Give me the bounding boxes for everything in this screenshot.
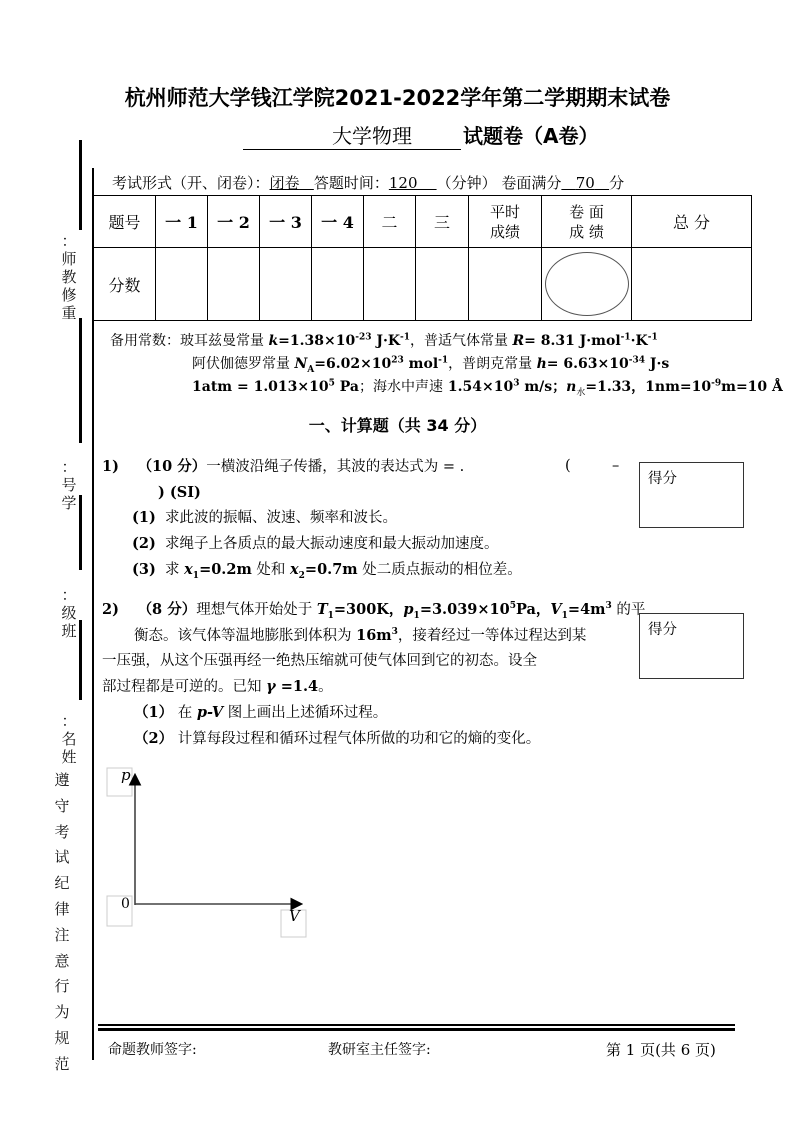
row-header-score: 分数 bbox=[94, 248, 156, 321]
score-cell-total[interactable] bbox=[632, 248, 752, 321]
footer-divider bbox=[98, 1024, 735, 1026]
subject-line bbox=[243, 120, 598, 150]
constants-block bbox=[110, 330, 783, 399]
sub-question: （1） 在 p-V 图上画出上述循环过程。 bbox=[134, 704, 388, 721]
exam-time: 120 bbox=[388, 174, 418, 192]
row-header-question: 题号 bbox=[94, 196, 156, 248]
exam-title: 杭州师范大学钱江学院2021-2022学年第二学期期末试卷 bbox=[124, 86, 671, 110]
col-header-regular-score: 平时 成绩 bbox=[469, 196, 542, 248]
exam-format: 闭卷 bbox=[269, 174, 300, 192]
score-cell[interactable] bbox=[156, 248, 208, 321]
score-table bbox=[93, 195, 752, 321]
question-1: 1) （10 分）一横波沿绳子传播，其波的表达式为 = . ( – ) (SI) (1) 求此波的振幅、波速、频率和波长。 (2) 求绳子上各质点的最大振动速度和最大振动加速度。 (3) 求 $x_1=0.2m$ 处和 $x_2=0.7m$ 处二质点振动的相位差。 bbox=[102, 454, 632, 583]
score-box-q1[interactable]: 得分 bbox=[639, 462, 744, 528]
paper-type: 试题卷（A卷） bbox=[463, 124, 599, 148]
col-header: 一 3 bbox=[260, 196, 312, 248]
sub-question: (2) 求绳子上各质点的最大振动速度和最大振动加速度。 bbox=[132, 535, 499, 552]
score-cell-paper[interactable] bbox=[542, 248, 632, 321]
col-header: 二 bbox=[364, 196, 416, 248]
score-cell[interactable] bbox=[364, 248, 416, 321]
origin-label: 0 bbox=[121, 896, 130, 912]
score-cell[interactable] bbox=[312, 248, 364, 321]
col-header: 一 1 bbox=[156, 196, 208, 248]
sub-question: (3) 求 $x_1=0.2m$ 处和 $x_2=0.7m$ 处二质点振动的相位差。 bbox=[132, 561, 522, 581]
side-label-name: ：名姓 bbox=[61, 712, 77, 766]
score-cell[interactable] bbox=[260, 248, 312, 321]
sub-question: （2） 计算每段过程和循环过程气体所做的功和它的熵的变化。 bbox=[134, 730, 541, 747]
side-label-student-id: ：号学 bbox=[61, 458, 77, 512]
col-header-paper-score: 卷 面 成 绩 bbox=[542, 196, 632, 248]
pv-axes bbox=[100, 762, 320, 947]
side-label-teacher: ：师教修重 bbox=[61, 232, 77, 322]
question-number: 1) bbox=[102, 458, 119, 475]
question-2: 2) （8 分）理想气体开始处于 $T_1=300K$，$p_1=3.039\times 10^5Pa$，$V_1=4m^3$ 的平 衡态。该气体等温地膨胀到体积为 $16m^3$，接着经过一等体过程达到某 一压强，从这个压强再经一绝热压缩就可使气体回到它的初态。设全 部过程都是可逆的。已知 γ =1.4。 （1） 在 p-V 图上画出上述循环过程。 （2） 计算每段过程和循环过程气体所做的功和它的熵的变化。 bbox=[102, 597, 632, 752]
question-number: 2) bbox=[102, 601, 119, 618]
setter-signature: 命题教师签字: bbox=[108, 1042, 197, 1058]
side-label-class: ：级班 bbox=[61, 586, 77, 640]
sub-question: (1) 求此波的振幅、波速、频率和波长。 bbox=[132, 509, 398, 526]
score-ellipse bbox=[545, 252, 629, 316]
director-signature: 教研室主任签字: bbox=[328, 1042, 431, 1058]
exam-info: 考试形式（开、闭卷）：闭卷 答题时间：120 （分钟） 卷面满分 70 分 bbox=[112, 174, 625, 192]
page-number: 第 1 页(共 6 页) bbox=[606, 1041, 716, 1059]
col-header-total: 总 分 bbox=[632, 196, 752, 248]
p-axis-label: p bbox=[121, 766, 131, 784]
v-axis-label: V bbox=[289, 907, 300, 925]
binding-line bbox=[79, 140, 82, 230]
score-cell[interactable] bbox=[208, 248, 260, 321]
col-header: 三 bbox=[416, 196, 469, 248]
score-box-q2[interactable]: 得分 bbox=[639, 613, 744, 679]
full-score: 70 bbox=[575, 174, 595, 192]
side-discipline-text: 遵 守 考 试 纪 律 注 意 行 为 规 范 bbox=[54, 771, 70, 1073]
section-heading: 一、计算题（共 34 分） bbox=[308, 416, 487, 435]
constants-row-2: 阿伏伽德罗常量 $N_A=6.02\times 10^{23}$ mol$^{-1}$，普朗克常量 $h= 6.63\times 10^{-34}$ J·s bbox=[192, 355, 670, 375]
score-table-header-row bbox=[94, 196, 752, 248]
score-cell[interactable] bbox=[416, 248, 469, 321]
score-cell[interactable] bbox=[469, 248, 542, 321]
subject-name: 大学物理 bbox=[243, 120, 461, 150]
constants-row-3: $1atm = 1.013\times 10^5$ Pa；海水中声速 $1.54\times 10^3$ m/s；$n_水=1.33$，$1nm=10^{-9}m=10$ Å bbox=[192, 378, 783, 398]
pv-diagram[interactable] bbox=[100, 762, 320, 947]
score-table-score-row bbox=[94, 248, 752, 321]
col-header: 一 2 bbox=[208, 196, 260, 248]
footer-divider-thick bbox=[98, 1028, 735, 1031]
col-header: 一 4 bbox=[312, 196, 364, 248]
constants-row-1: 备用常数：玻耳兹曼常量 $k=1.38\times 10^{-23}$ $J\cdot K^{-1}$，普适气体常量 R= 8.31 $J\cdot mol^{-1}\cdot K^{-1}$ bbox=[110, 332, 658, 349]
